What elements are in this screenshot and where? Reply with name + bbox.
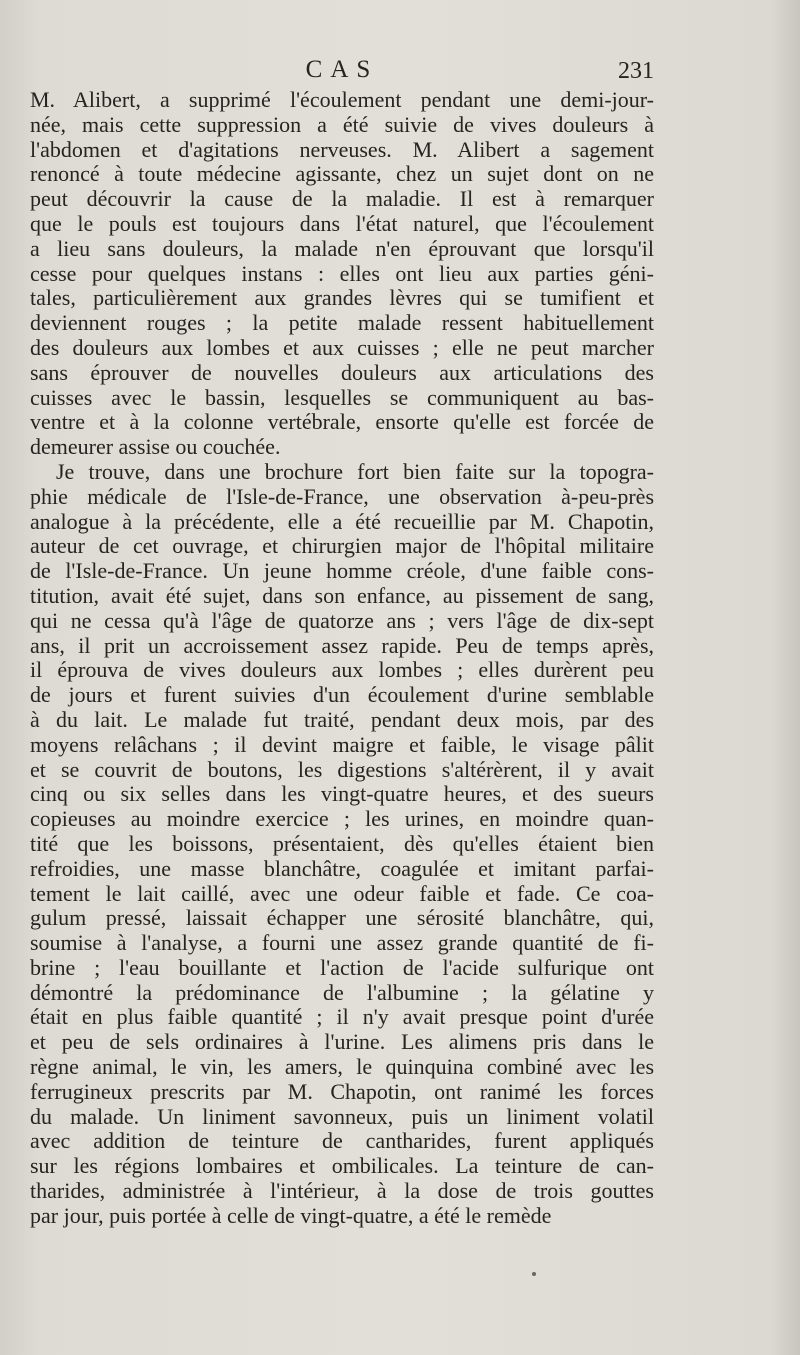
paragraph (30, 460, 654, 1229)
paragraph (30, 88, 654, 460)
text-line: règne animal, le vin, les amers, le quinquina combiné avec les (30, 1055, 654, 1080)
text-line: il éprouva de vives douleurs aux lombes ; elles durèrent peu (30, 658, 654, 683)
text-line: de l'Isle-de-France. Un jeune homme créole, d'une faible cons- (30, 559, 654, 584)
text-line: avec addition de teinture de cantharides, furent appliqués (30, 1129, 654, 1154)
ink-speck (532, 1272, 536, 1276)
text-line: par jour, puis portée à celle de vingt-quatre, a été le remède (30, 1203, 552, 1228)
text-line: analogue à la précédente, elle a été recueillie par M. Chapotin, (30, 509, 654, 534)
text-line: ans, il prit un accroissement assez rapide. Peu de temps après, (30, 633, 654, 658)
text-line: copieuses au moindre exercice ; les urines, en moindre quan- (30, 807, 654, 832)
text-line: de jours et furent suivies d'un écoulement d'urine semblable (30, 683, 654, 708)
text-line: tité que les boissons, présentaient, dès qu'elles étaient bien (30, 831, 654, 856)
text-line: du malade. Un liniment savonneux, puis un liniment volatil (30, 1104, 654, 1129)
text-line: née, mais cette suppression a été suivie de vives douleurs à (30, 112, 654, 137)
text-line: sans éprouver de nouvelles douleurs aux articulations des (30, 360, 654, 385)
text-line: cuisses avec le bassin, lesquelles se communiquent au bas- (30, 385, 654, 410)
text-line: qui ne cessa qu'à l'âge de quatorze ans ; vers l'âge de dix-sept (30, 608, 654, 633)
text-line: Je trouve, dans une brochure fort bien faite sur la topogra- (56, 459, 654, 484)
text-line: cesse pour quelques instans : elles ont lieu aux parties géni- (30, 261, 654, 286)
text-line: gulum pressé, laissait échapper une sérosité blanchâtre, qui, (30, 906, 654, 931)
text-line: peut découvrir la cause de la maladie. Il est à remarquer (30, 187, 654, 212)
text-line: et se couvrit de boutons, les digestions s'altérèrent, il y avait (30, 757, 654, 782)
text-line: que le pouls est toujours dans l'état naturel, que l'écoulement (30, 211, 654, 236)
text-line: sur les régions lombaires et ombilicales. La teinture de can- (30, 1154, 654, 1179)
text-line: tement le lait caillé, avec une odeur faible et fade. Ce coa- (30, 881, 654, 906)
body-text (30, 88, 654, 1229)
text-line: moyens relâchans ; il devint maigre et faible, le visage pâlit (30, 732, 654, 757)
text-line: refroidies, une masse blanchâtre, coagulée et imitant parfai- (30, 856, 654, 881)
text-line: était en plus faible quantité ; il n'y avait presque point d'urée (30, 1005, 654, 1030)
text-line: M. Alibert, a supprimé l'écoulement pendant une demi-jour- (30, 88, 654, 112)
text-line: ferrugineux prescrits par M. Chapotin, ont ranimé les forces (30, 1079, 654, 1104)
text-line: cinq ou six selles dans les vingt-quatre heures, et des sueurs (30, 782, 654, 807)
text-line: l'abdomen et d'agitations nerveuses. M. Alibert a sagement (30, 137, 654, 162)
text-line: soumise à l'analyse, a fourni une assez grande quantité de fi- (30, 931, 654, 956)
text-line: et peu de sels ordinaires à l'urine. Les alimens pris dans le (30, 1030, 654, 1055)
text-line: des douleurs aux lombes et aux cuisses ; elle ne peut marcher (30, 335, 654, 360)
text-line: renoncé à toute médecine agissante, chez un sujet dont on ne (30, 162, 654, 187)
text-line: a lieu sans douleurs, la malade n'en éprouvant que lorsqu'il (30, 236, 654, 261)
text-line: deviennent rouges ; la petite malade ressent habituellement (30, 311, 654, 336)
text-line: titution, avait été sujet, dans son enfance, au pissement de sang, (30, 583, 654, 608)
text-line: ventre et à la colonne vertébrale, ensorte qu'elle est forcée de (30, 410, 654, 435)
running-head (30, 56, 654, 86)
running-head-title: CAS (305, 56, 379, 83)
text-line: demeurer assise ou couchée. (30, 435, 281, 460)
text-line: phie médicale de l'Isle-de-France, une observation à-peu-près (30, 484, 654, 509)
text-line: à du lait. Le malade fut traité, pendant deux mois, par des (30, 707, 654, 732)
text-line: auteur de cet ouvrage, et chirurgien major de l'hôpital militaire (30, 534, 654, 559)
page-number: 231 (618, 58, 654, 84)
text-line: brine ; l'eau bouillante et l'action de l'acide sulfurique ont (30, 955, 654, 980)
text-line: tharides, administrée à l'intérieur, à la dose de trois gouttes (30, 1179, 654, 1204)
text-line: démontré la prédominance de l'albumine ; la gélatine y (30, 980, 654, 1005)
text-line: tales, particulièrement aux grandes lèvres qui se tumifient et (30, 286, 654, 311)
